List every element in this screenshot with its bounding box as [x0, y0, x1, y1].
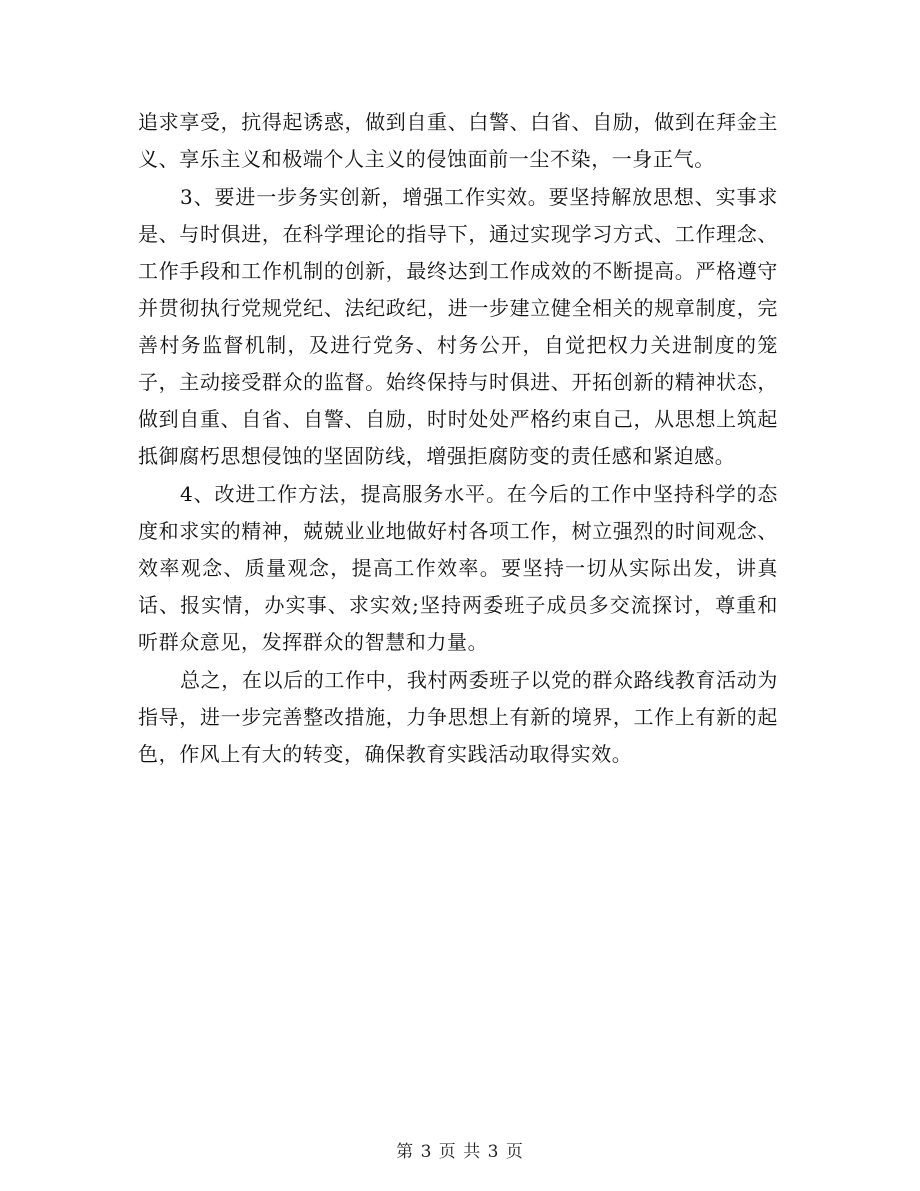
paragraph-item-3: 3、要进一步务实创新，增强工作实效。要坚持解放思想、实事求是、与时俱进，在科学理论的指导下，通过实现学习方式、工作理念、工作手段和工作机制的创新，最终达到工作成效的不断提高。严格遵守并贯彻执行党规党纪、法纪政纪，进一步建立健全相关的规章制度，完善村务监督机制，及进行党务、村务公开，自觉把权力关进制度的笼子，主动接受群众的监督。始终保持与时俱进、开拓创新的精神状态，做到自重、自省、自警、自励，时时处处严格约束自己，从思想上筑起抵御腐朽思想侵蚀的坚固防线，增强拒腐防变的责任感和紧迫感。	[138, 185, 778, 468]
paragraph-item-4: 4、改进工作方法，提高服务水平。在今后的工作中坚持科学的态度和求实的精神，兢兢业业地做好村各项工作，树立强烈的时间观念、效率观念、质量观念，提高工作效率。要坚持一切从实际出发，讲真话、报实情，办实事、求实效;坚持两委班子成员多交流探讨，尊重和听群众意见，发挥群众的智慧和力量。	[138, 482, 778, 654]
document-body	[138, 104, 778, 773]
paragraph-conclusion: 总之，在以后的工作中，我村两委班子以党的群众路线教育活动为指导，进一步完善整改措施，力争思想上有新的境界，工作上有新的起色，作风上有大的转变，确保教育实践活动取得实效。	[138, 668, 778, 766]
paragraph-continuation: 追求享受，抗得起诱惑，做到自重、白警、白省、自励，做到在拜金主义、享乐主义和极端个人主义的侵蚀面前一尘不染，一身正气。	[138, 110, 778, 171]
page-number-footer: 第 3 页 共 3 页	[396, 1142, 524, 1162]
